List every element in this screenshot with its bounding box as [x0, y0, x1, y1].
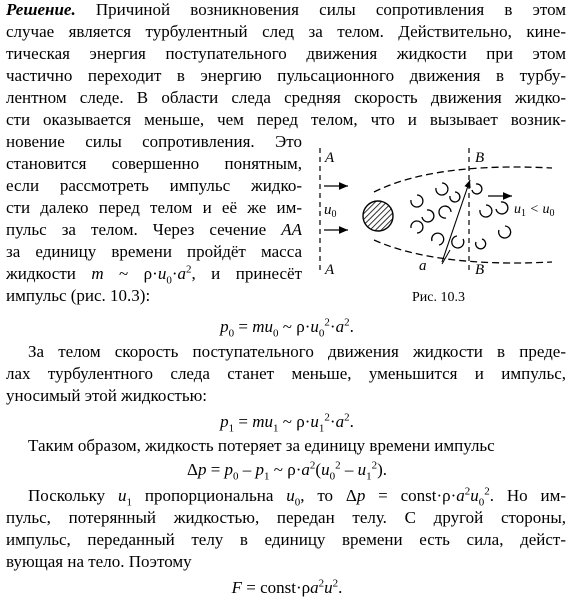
label-b-top: B — [475, 150, 485, 166]
paragraph4-line4: вующая на тело. Поэтому — [6, 552, 192, 571]
paragraph1-line3: тическая энергия поступательного движения жидкости при этом — [6, 44, 566, 63]
label-u0: $u_0$ — [324, 202, 337, 220]
paragraph2-line3: уносимый этой жидкостью: — [6, 386, 208, 405]
paragraph1-line2: случае является турбулентный след за телом. Действительно, кине- — [6, 22, 566, 41]
label-b-bottom: B — [475, 262, 485, 278]
figure-caption: Рис. 10.3 — [412, 290, 465, 305]
paragraph1-line11: пульс за телом. Через сечение AA — [6, 220, 302, 239]
paragraph4-line1: Поскольку $u_1$ пропорциональна $u_0$, то $\Delta p = const\cdot\rho\cdot a^2u_0^2$. Но им- — [28, 485, 566, 509]
paragraph3-line1: Таким образом, жидкость потеряет за единицу времени импульс — [28, 436, 495, 455]
label-a-bottom: A — [325, 262, 335, 278]
paragraph2-line2: лах турбулентного следа станет меньше, уменьшится и импульс, — [6, 364, 566, 383]
paragraph1-line5: лентном следе. В области следа средняя скорость движения жидко- — [6, 88, 566, 107]
paragraph1-line8: становится совершенно понятным, — [6, 154, 302, 173]
vortices — [411, 183, 511, 249]
paragraph1-line9: если рассмотреть импульс жидко- — [6, 176, 302, 195]
label-a-size: a — [419, 258, 427, 274]
paragraph1-line13: жидкости m ~ $\rho\cdot u_0\cdot a^2$, и принесёт — [6, 263, 302, 287]
wake-boundary-top — [374, 167, 552, 192]
paragraph1-line6: сти оказывается меньше, чем перед телом, что и вызывает возник- — [6, 110, 566, 129]
paragraph1-line12: за единицу времени пройдёт масса — [6, 242, 302, 261]
paragraph2-line1: За телом скорость поступательного движения жидкости в преде- — [28, 342, 566, 361]
turbulent-wake-figure — [314, 144, 568, 314]
equation-f: $F = const\cdot\rho a^2u^2$. — [231, 577, 343, 597]
label-u1-relation: $u_1 < u_0$ — [514, 202, 555, 219]
equation-p0: $p_0 = mu_0$ ~ $\rho\cdot u_0^2\cdot a^2$. — [220, 316, 354, 340]
paragraph4-line3: импульс, переданный телу в единицу времени есть сила, дейст- — [6, 530, 566, 549]
paragraph1-line14: импульс (рис. 10.3): — [6, 286, 151, 305]
equation-dp: $\Delta p = p_0 - p_1$ ~ $\rho\cdot a^2(u_0^2 - u_1^2)$. — [187, 459, 387, 483]
paragraph4-line2: пульс, потерянный жидкостью, передан телу. С другой стороны, — [6, 508, 566, 527]
paragraph1-line10: сти далеко перед телом и её же им- — [6, 198, 302, 217]
body-sphere — [363, 201, 393, 231]
paragraph1-line7: новение силы сопротивления. Это — [6, 132, 302, 151]
paragraph1-line4: частично переходит в энергию пульсационного движения в турбу- — [6, 66, 566, 85]
solution-heading: Решение. — [6, 0, 76, 19]
label-a-top: A — [325, 150, 335, 166]
equation-p1: $p_1 = mu_1$ ~ $\rho\cdot u_1^2\cdot a^2$. — [220, 411, 354, 435]
paragraph1-line1: Решение. Причиной возникновения силы сопротивления в этом — [6, 0, 566, 19]
